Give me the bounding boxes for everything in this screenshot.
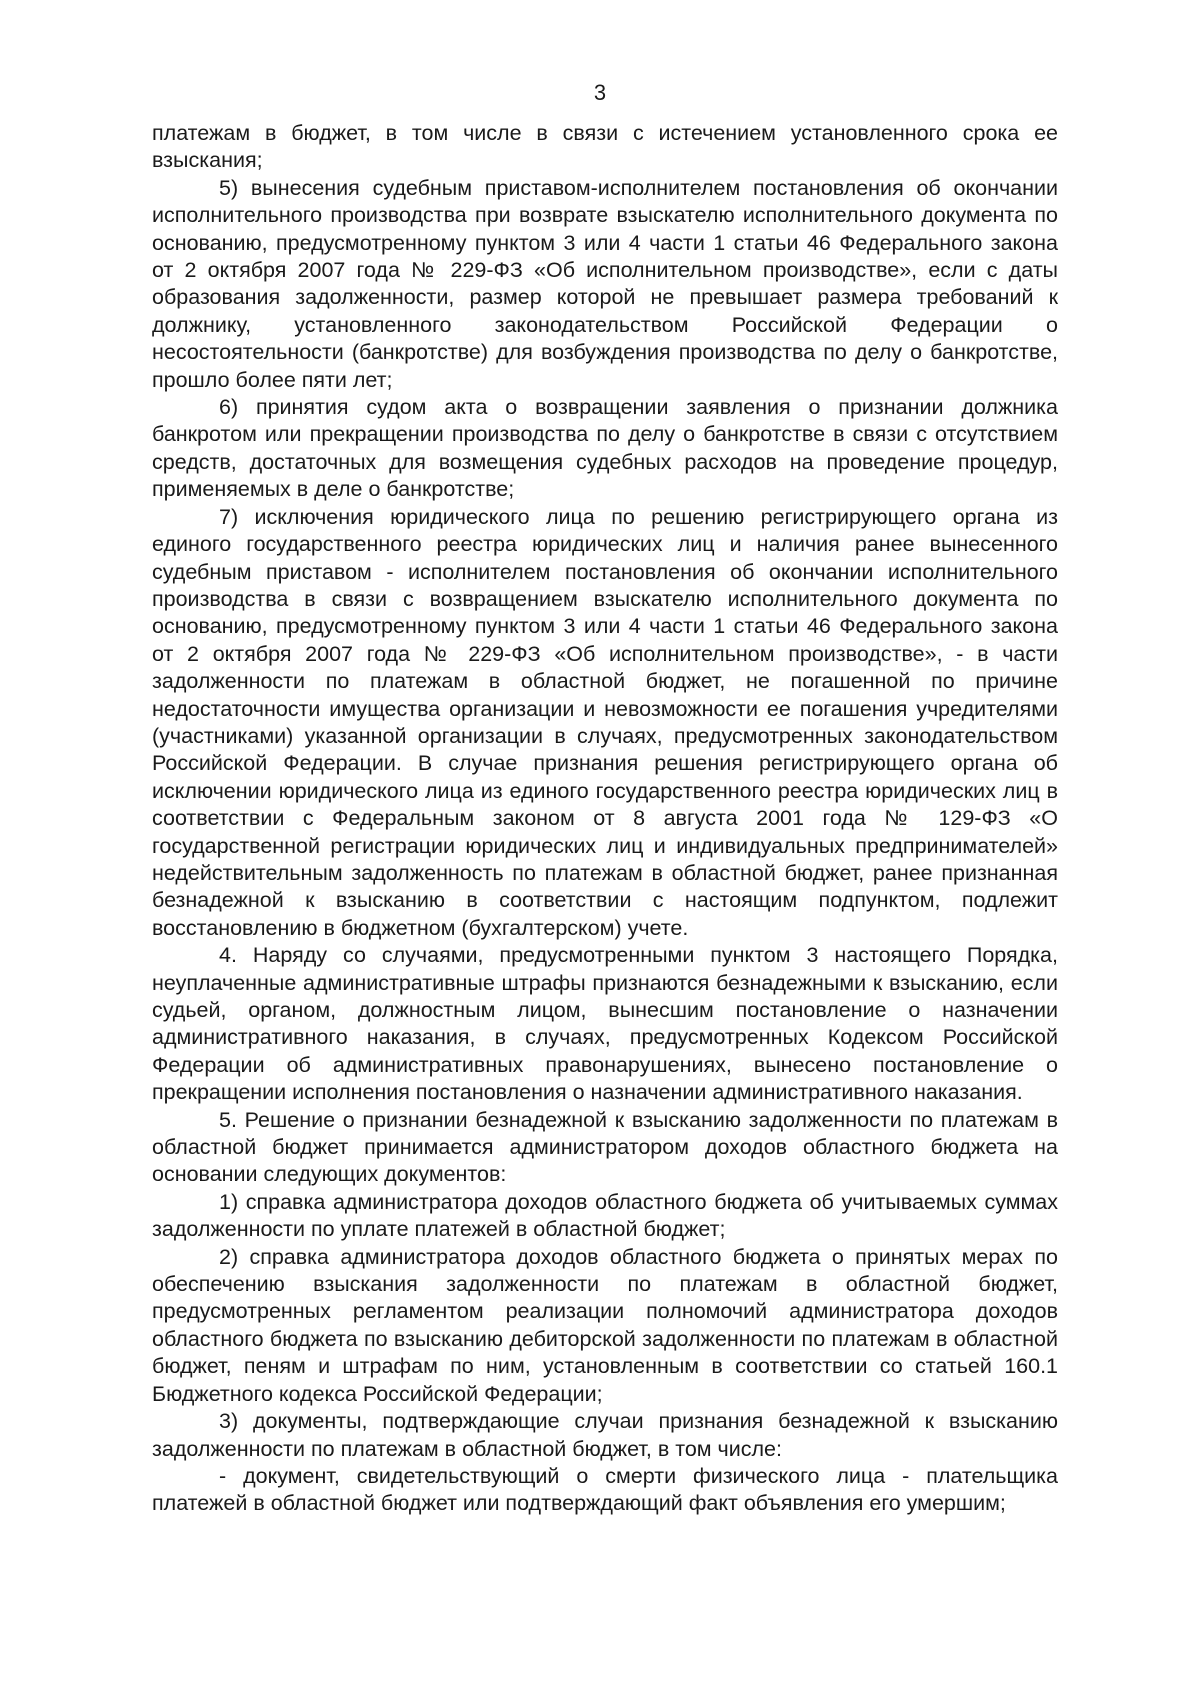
- paragraph-doc-3: 3) документы, подтверждающие случаи признания безнадежной к взысканию задолженности по платежам в областной бюджет, в том числе:: [152, 1409, 1058, 1461]
- paragraph-item-7: 7) исключения юридического лица по решению регистрирующего органа из единого государственного реестра юридических лиц и наличия ранее вынесенного судебным приставом - исполнителем постановления об окончании исполнительного производства в связи с возвращением взыскателю исполнительного документа по основанию, предусмотренному пунктом 3 или 4 части 1 статьи 46 Федерального закона от 2 октября 2007 года № 229-ФЗ «Об исполнительном производстве», - в части задолженности по платежам в областной бюджет, не погашенной по причине недостаточности имущества организации и невозможности ее погашения учредителями (участниками) указанной организации в случаях, предусмотренных законодательством Российской Федерации. В случае признания решения регистрирующего органа об исключении юридического лица из единого государственного реестра юридических лиц в соответствии с Федеральным законом от 8 августа 2001 года № 129-ФЗ «О государственной регистрации юридических лиц и индивидуальных предпринимателей» недействительным задолженность по платежам в областной бюджет, ранее признанная безнадежной к взысканию в соответствии с настоящим подпунктом, подлежит восстановлению в бюджетном (бухгалтерском) учете.: [152, 504, 1058, 940]
- paragraph-item-5: 5) вынесения судебным приставом-исполнителем постановления об окончании исполнительного производства при возврате взыскателю исполнительного документа по основанию, предусмотренному пунктом 3 или 4 части 1 статьи 46 Федерального закона от 2 октября 2007 года № 229-ФЗ «Об исполнительном производстве», если с даты образования задолженности, размер которой не превышает размера требований к должнику, установленного законодательством Российской Федерации о несостоятельности (банкротстве) для возбуждения производства по делу о банкротстве, прошло более пяти лет;: [152, 175, 1058, 392]
- page-number: 3: [593, 80, 607, 105]
- paragraph-clause-4: 4. Наряду со случаями, предусмотренными пунктом 3 настоящего Порядка, неуплаченные административные штрафы признаются безнадежными к взысканию, если судьей, органом, должностным лицом, вынесшим постановление о назначении административного наказания, в случаях, предусмотренных Кодексом Российской Федерации об административных правонарушениях, вынесено постановление о прекращении исполнения постановления о назначении административного наказания.: [152, 943, 1058, 1105]
- paragraph-item-6: 6) принятия судом акта о возвращении заявления о признании должника банкротом или прекращении производства по делу о банкротстве в связи с отсутствием средств, достаточных для возмещения судебных расходов на проведение процедур, применяемых в деле о банкротстве;: [152, 395, 1058, 502]
- paragraph-doc-2: 2) справка администратора доходов областного бюджета о принятых мерах по обеспечению взыскания задолженности по платежам в областной бюджет, предусмотренных регламентом реализации полномочий администратора доходов областного бюджета по взысканию дебиторской задолженности по платежам в областной бюджет, пеням и штрафам по ним, установленным в соответствии со статьей 160.1 Бюджетного кодекса Российской Федерации;: [152, 1244, 1058, 1406]
- document-body: [152, 120, 1058, 1518]
- paragraph-doc-1: 1) справка администратора доходов областного бюджета об учитываемых суммах задолженности по уплате платежей в областной бюджет;: [152, 1189, 1058, 1242]
- paragraph-bullet: - документ, свидетельствующий о смерти физического лица - плательщика платежей в областной бюджет или подтверждающий факт объявления его умершим;: [152, 1463, 1058, 1516]
- paragraph: платежам в бюджет, в том числе в связи с истечением установленного срока ее взыскания;: [152, 121, 1058, 173]
- paragraph-clause-5: 5. Решение о признании безнадежной к взысканию задолженности по платежам в областной бюджет принимается администратором доходов областного бюджета на основании следующих документов:: [152, 1107, 1058, 1187]
